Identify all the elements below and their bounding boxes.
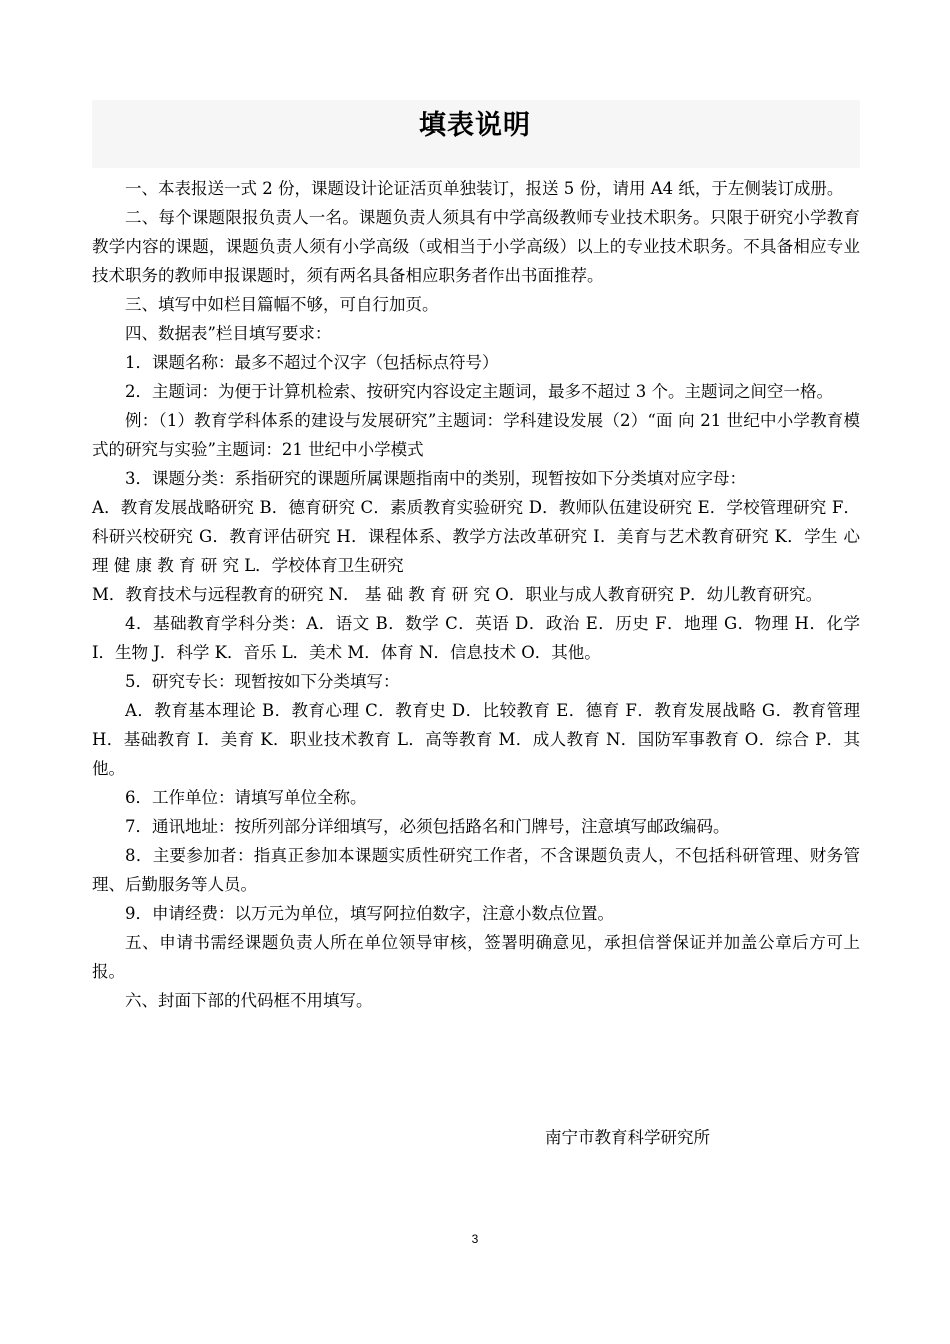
paragraph-1: 一、本表报送一式 2 份，课题设计论证活页单独装订，报送 5 份，请用 A4 纸，于左侧装订成册。 (125, 179, 844, 198)
paragraph-5: 五、申请书需经课题负责人所在单位领导审核，签署明确意见，承担信誉保证并加盖公章后方可上报。 (92, 933, 860, 981)
paragraph-6: 六、封面下部的代码框不用填写。 (125, 991, 373, 1010)
item-topic-category: 3．课题分类：系指研究的课题所属课题指南中的类别，现暂按如下分类填对应字母： (125, 469, 746, 488)
category-list-a-l: A．教育发展战略研究 B．德育研究 C．素质教育实验研究 D．教师队伍建设研究 E．学校管理研究 F．科研兴校研究 G．教育评估研究 H．课程体系、教学方法改革研究 I．美育与艺术教育研究 K．学生 心 理 健 康 教 育 研 究 L．学校体育卫生研究 (92, 498, 860, 575)
item-topic-name: 1．课题名称：最多不超过个汉字（包括标点符号） (125, 353, 499, 372)
paragraph-4: 四、数据表”栏目填写要求： (125, 324, 332, 343)
category-list-m-p: M．教育技术与远程教育的研究 N． 基 础 教 育 研 究 O．职业与成人教育研究 P．幼儿教育研究。 (92, 585, 823, 604)
keyword-example: 例：（1）教育学科体系的建设与发展研究”主题词：学科建设发展（2）“面 向 21 世纪中小学教育模式的研究与实验”主题词：21 世纪中小学模式 (92, 411, 860, 459)
page-number: 3 (471, 1232, 479, 1246)
paragraph-2: 二、每个课题限报负责人一名。课题负责人须具有中学高级教师专业技术职务。只限于研究小学教育教学内容的课题，课题负责人须有小学高级（或相当于小学高级）以上的专业技术职务。不具备相应专业技术职务的教师申报课题时，须有两名具备相应职务者作出书面推荐。 (92, 208, 860, 285)
item-work-unit: 6．工作单位：请填写单位全称。 (125, 788, 367, 807)
item-mailing-address: 7．通讯地址：按所列部分详细填写，必须包括路名和门牌号，注意填写邮政编码。 (125, 817, 730, 836)
page-title: 填表说明 (419, 110, 531, 141)
item-subject-category: 4．基础教育学科分类：A．语文 B．数学 C．英语 D．政治 E．历史 F．地理 G．物理 H．化学 I．生物 J．科学 K．音乐 L．美术 M．体育 N．信息技术 O．其他。 (92, 614, 860, 662)
item-participants: 8．主要参加者：指真正参加本课题实质性研究工作者，不含课题负责人，不包括科研管理、财务管理、后勤服务等人员。 (92, 846, 860, 894)
instructions-body (92, 174, 860, 1015)
item-keywords: 2．主题词：为便于计算机检索、按研究内容设定主题词，最多不超过 3 个。主题词之间空一格。 (125, 382, 833, 401)
item-funding: 9．申请经费：以万元为单位，填写阿拉伯数字，注意小数点位置。 (125, 904, 614, 923)
issuer-signature: 南宁市教育科学研究所 (545, 1128, 710, 1147)
specialty-list: A．教育基本理论 B．教育心理 C．教育史 D．比较教育 E．德育 F．教育发展战略 G．教育管理 H．基础教育 I．美育 K．职业技术教育 L．高等教育 M．成人教育 N．国防军事教育 O．综合 P．其他。 (92, 701, 860, 778)
item-research-specialty: 5．研究专长：现暂按如下分类填写： (125, 672, 400, 691)
paragraph-3: 三、填写中如栏目篇幅不够，可自行加页。 (125, 295, 439, 314)
